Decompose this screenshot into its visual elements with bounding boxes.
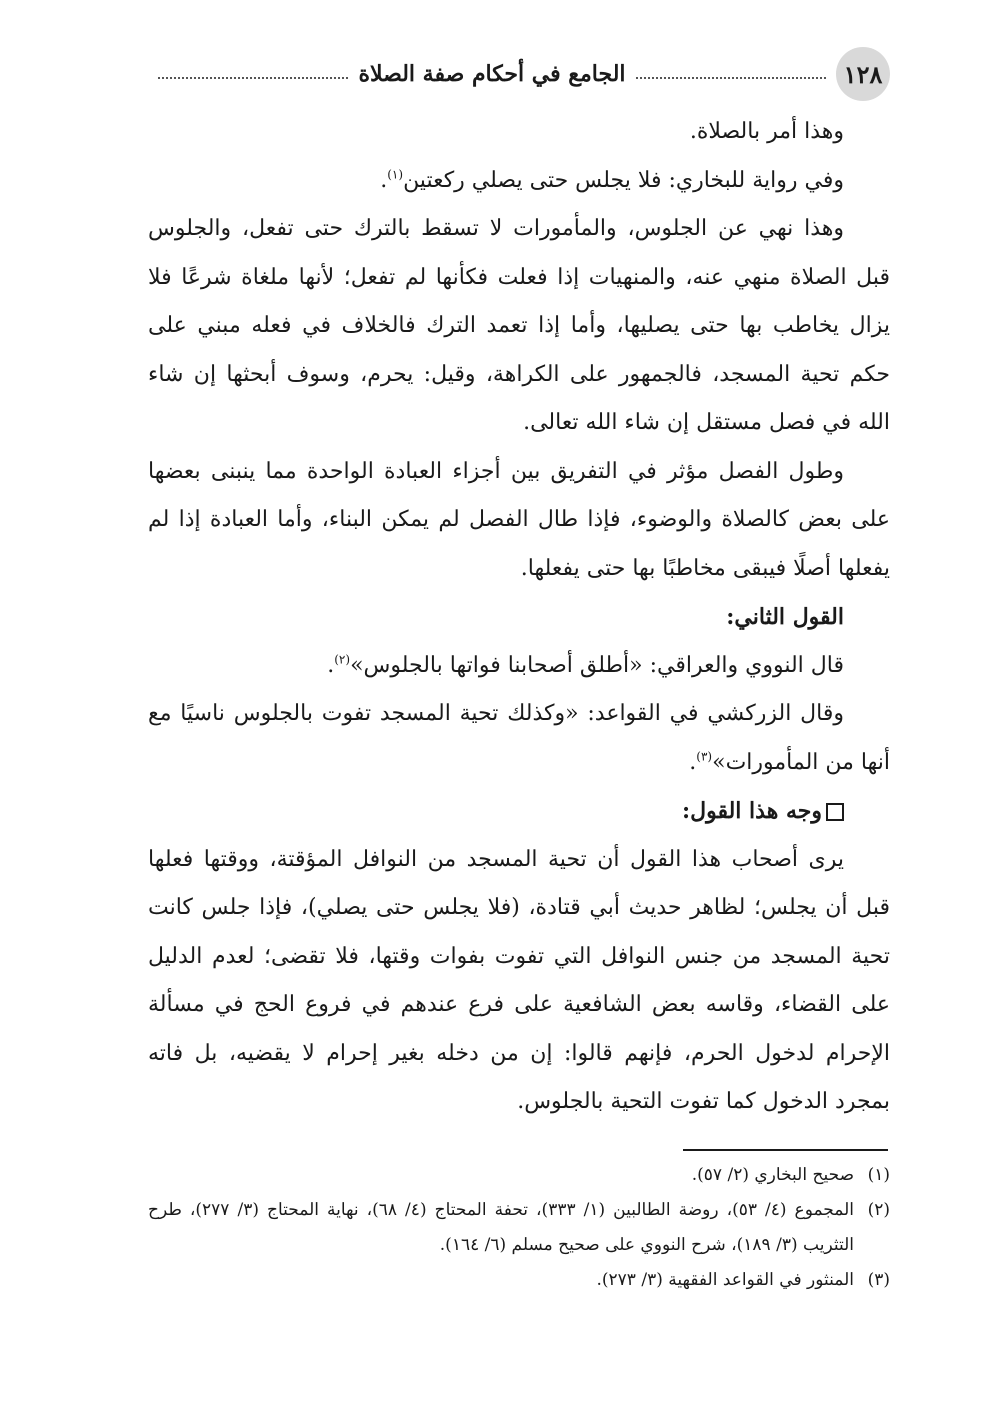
footnote-text: المجموع (٤/ ٥٣)، روضة الطالبين (١/ ٣٣٣)، تحفة المحتاج (٤/ ٦٨)، نهاية المحتاج (٣/ ٢٧٧)، طرح التثريب (٣/ ١٨٩)، شرح النووي على صحيح مسلم (٦/ ١٦٤). [148, 1200, 855, 1255]
section-heading: القول الثاني: [726, 604, 844, 630]
footnote-ref: (٣) [696, 749, 713, 764]
paragraph [148, 642, 890, 691]
footnote-item [148, 1193, 890, 1263]
footnote-text: المنثور في القواعد الفقهية (٣/ ٢٧٣). [596, 1270, 854, 1290]
footnote-text: صحيح البخاري (٢/ ٥٧). [691, 1165, 854, 1185]
paragraph: وهذا أمر بالصلاة. [689, 119, 844, 144]
paragraph-text: وفي رواية للبخاري: فلا يجلس حتى يصلي ركعتين [403, 167, 844, 193]
paragraph [148, 157, 890, 206]
period: . [327, 652, 335, 678]
period: . [689, 749, 697, 775]
section-heading [148, 787, 890, 836]
footnote-divider [683, 1149, 888, 1151]
footnote-number: (١) [867, 1165, 890, 1185]
footnote-number: (٢) [867, 1200, 890, 1220]
heading-text: وجه هذا القول: [681, 798, 822, 824]
footnote-ref: (١) [387, 167, 404, 182]
paragraph-text: وقال الزركشي في القواعد: «وكذلك تحية المسجد تفوت بالجلوس ناسيًا مع أنها من المأمورات» [148, 701, 890, 775]
page-number: ١٢٨ [836, 47, 890, 101]
footnote-item [148, 1263, 890, 1298]
page-header [148, 48, 890, 100]
period: . [380, 167, 388, 193]
paragraph [148, 690, 890, 787]
paragraph: يرى أصحاب هذا القول أن تحية المسجد من النوافل المؤقتة، ووقتها فعلها قبل أن يجلس؛ لظاهر حديث أبي قتادة، (فلا يجلس حتى يصلي)، فإذا جلس كانت تحية المسجد من جنس النوافل التي تفوت بفوات وقتها، فلا تقضى؛ لعدم الدليل على القضاء، وقاسه بعض الشافعية على فرع عندهم في فروع الحج في مسألة الإحرام لدخول الحرم، فإنهم قالوا: إن من دخله بغير إحرام لا يقضيه، بل فاته بمجرد الدخول كما تفوت التحية بالجلوس. [148, 846, 890, 1114]
paragraph: وهذا نهي عن الجلوس، والمأمورات لا تسقط بالترك حتى تفعل، والجلوس قبل الصلاة منهي عنه، والمنهيات إذا فعلت فكأنها لم تفعل؛ لأنها ملغاة شرعًا فلا يزال يخاطب بها حتى يصليها، وأما إذا تعمد الترك فالخلاف في فعله مبني على حكم تحية المسجد، فالجمهور على الكراهة، وقيل: يحرم، وسوف أبحثها إن شاء الله في فصل مستقل إن شاء الله تعالى. [148, 216, 890, 435]
footnote-number: (٣) [867, 1270, 890, 1290]
footnotes [148, 1158, 890, 1298]
page-title: الجامع في أحكام صفة الصلاة [358, 61, 626, 87]
header-dots-right [636, 77, 826, 79]
header-dots-left [158, 77, 348, 79]
checkbox-icon [826, 803, 844, 821]
footnote-item [148, 1158, 890, 1193]
paragraph-text: قال النووي والعراقي: «أطلق أصحابنا فواتها بالجلوس» [350, 652, 844, 678]
paragraph: وطول الفصل مؤثر في التفريق بين أجزاء العبادة الواحدة مما ينبنى بعضها على بعض كالصلاة والوضوء، فإذا طال الفصل لم يمكن البناء، وأما العبادة إذا لم يفعلها أصلًا فيبقى مخاطبًا بها حتى يفعلها. [148, 458, 890, 581]
footnote-ref: (٢) [334, 652, 351, 667]
main-text [148, 108, 890, 1127]
